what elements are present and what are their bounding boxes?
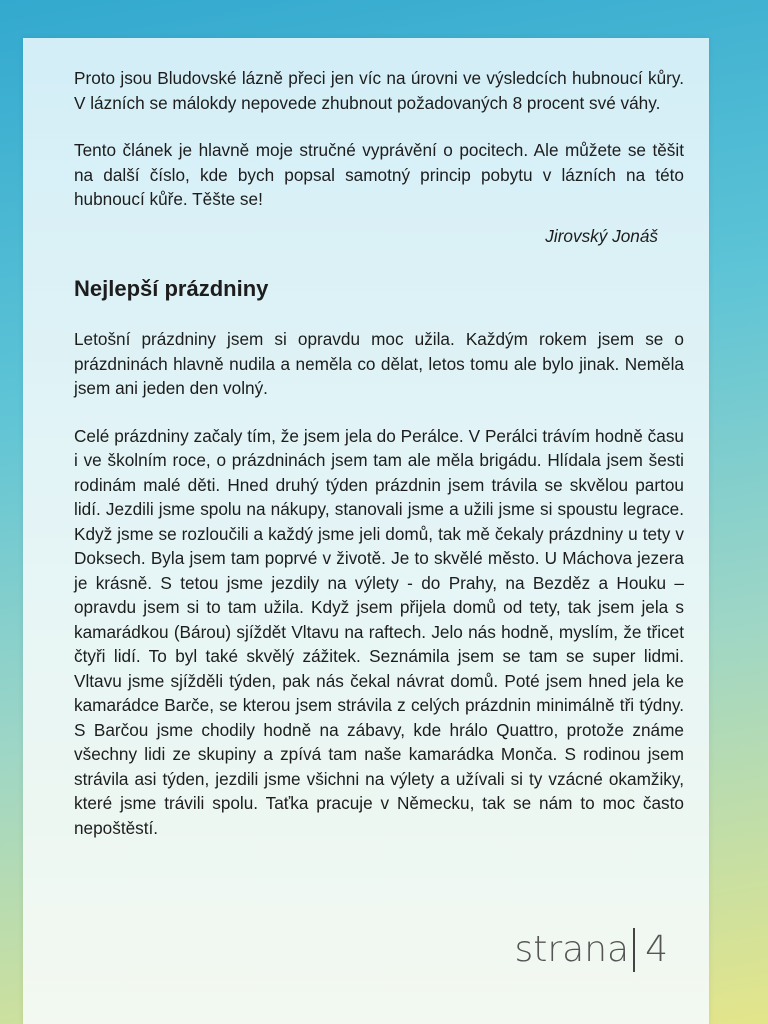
article2-paragraph-1: Letošní prázdniny jsem si opravdu moc užila. Každým rokem jsem se o prázdninách hlavně nudila a neměla co dělat, letos tomu ale bylo jinak. Neměla jsem ani jeden den volný. <box>74 329 684 398</box>
article2-title: Nejlepší prázdniny <box>74 276 269 301</box>
page-content <box>74 66 684 840</box>
article1-author: Jirovský Jonáš <box>545 225 658 246</box>
article2-paragraph-2: Celé prázdniny začaly tím, že jsem jela do Perálce. V Perálci trávím hodně času i ve školním roce, o prázdninách jsem tam ale měla brigádu. Hlídala jsem šesti rodinám malé děti. Hned druhý týden prázdnin jsem trávila se skvělou partou lidí. Jezdili jsme spolu na nákupy, stanovali jsme a užili jsme si spoustu legrace. Když jsme se rozloučili a každý jsme jeli domů, tak mě čekaly prázdniny u tety v Doksech. Byla jsem tam poprvé v životě. Je to skvělé město. U Máchova jezera je krásně. S tetou jsme jezdily na výlety - do Prahy, na Bezděz a Houku – opravdu jsem si to tam užila. Když jsem přijela domů od tety, tak jsem jela s kamarádkou (Bárou) sjíždět Vltavu na raftech. Jelo nás hodně, myslím, že třicet čtyři lidí. To byl také skvělý zážitek. Seznámila jsem se tam se super lidmi. Vltavu jsme sjížděli týden, pak nás čekal návrat domů. Poté jsem hned jela ke kamarádce Barče, se kterou jsem strávila z celých prázdnin minimálně tři týdny. S Barčou jsme chodily hodně na zábavy, kde hrálo Quattro, protože známe všechny lidi ze skupiny a zpívá tam naše kamarádka Monča. S rodinou jsem strávila asi týden, jezdili jsme všichni na výlety a užívali si ty vzácné okamžiky, které jsme trávili spolu. Taťka pracuje v Německu, tak se nám to moc často nepoštěstí. <box>74 425 684 838</box>
page-number-divider <box>633 928 635 972</box>
article1-paragraph-2: Tento článek je hlavně moje stručné vyprávění o pocitech. Ale můžete se těšit na další číslo, kde bych popsal samotný princip pobytu v lázních na této hubnoucí kůře. Těšte se! <box>74 140 684 209</box>
page-number-value: 4 <box>645 929 668 970</box>
page-number-label: strana <box>514 929 630 970</box>
page-number <box>514 928 668 972</box>
article1-paragraph-1: Proto jsou Bludovské lázně přeci jen víc na úrovni ve výsledcích hubnoucí kůry. V lázních se málokdy nepovede zhubnout požadovaných 8 procent své váhy. <box>74 68 684 113</box>
